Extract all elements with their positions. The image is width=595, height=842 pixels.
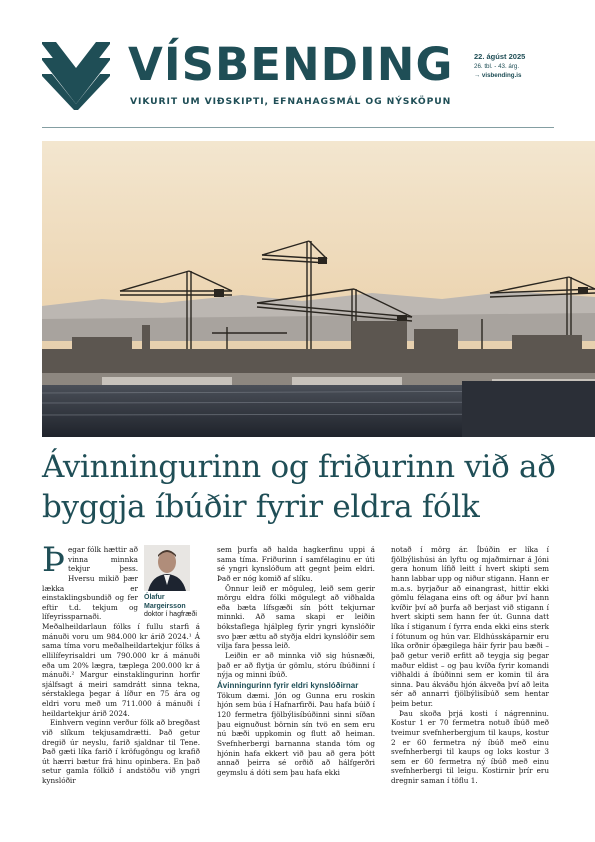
text-column-3 xyxy=(391,545,549,786)
paragraph: notað í mörg ár. Íbúðin er líka í fjölbýlishúsi án lyftu og mjaðmirnar á Jóni gera honum lífið leitt í hvert skipti sem hann labbar upp og niður stigann. Hann er m.a.s. byrjaður að einangrast, hittir ekki gömlu félagana eins oft og áður því hann kvíðir því að þurfa að berjast við stigann í hvert skipti sem hann fer út. Gunna datt líka í stiganum í fyrra enda ekki eins sterk í fótunum og hún var. Eldhússkáparnir eru líka orðnir óþægilega háir fyrir þau bæði – það getur verið erfitt að teygja sig þegar maður eldist – og þau kvíða fyrir komandi viðhaldi á íbúðinni sem er komin til ára sinna. Þau ákváðu hjón ákveða því að leita sér að annarri fjölbýlisíbúð sem hentar þeim betur. xyxy=(391,545,549,708)
masthead-divider xyxy=(42,127,554,128)
drop-cap: Þ xyxy=(42,540,65,580)
website-link[interactable]: → visbending.is xyxy=(474,72,522,79)
paragraph: Þau skoða þrjá kosti í nágrenninu. Kostur 1 er 70 fermetra notuð íbúð með tveimur svefnherbergjum til kaups, kostur 2 er 60 fermetra ný íbúð með einu svefnherbergi til kaups og loks kostur 3 sem er 60 fermetra ný íbúð með einu svefnherbergi til leigu. Kostirnir þrír eru dregnir saman í töflu 1. xyxy=(391,708,549,785)
paragraph: Leiðin er að minnka við sig húsnæði, það er að flytja úr gömlu, stóru íbúðinni í nýja og minni íbúð. xyxy=(217,650,375,680)
section-subheading: Ávinningurinn fyrir eldri kynslóðirnar xyxy=(217,680,359,690)
visbending-logo-mark-icon xyxy=(42,42,110,110)
article-headline: Ávinningurinn og friðurinn við að byggja íbúðir fyrir eldra fólk xyxy=(42,449,556,525)
paragraph: Tökum dæmi. Jón og Gunna eru roskin hjón sem búa í Hafnarfirði. Þau hafa búið í 120 fermetra fjölbýlisíbúðinni sinni síðan þau eignuðust börnin sín tvö en sem eru nú bæði uppkomin og flutt að heiman. Svefnherbergi barnanna standa tóm og hjónin hafa ekkert við þau að gera þótt annað þeirra sé orðið að hálfgerðri geymslu á dóti sem þau hafa ekki xyxy=(217,690,375,777)
brand-name: VÍSBENDING xyxy=(128,38,454,91)
issue-info xyxy=(474,52,554,80)
paragraph: Einhvern veginn verður fólk að bregðast við slíkum tekjusamdrætti. Það getur dregið úr neyslu, farið sjaldnar til Tene. Það gæti líka farið í kröfugöngu og krafið út hærri bætur frá hinu opinbera. En það setur gamla fólkið í andstöðu við yngri kynslóðir xyxy=(42,718,200,785)
author-role: doktor í hagfræði xyxy=(144,611,197,618)
paragraph: egar fólk hættir að vinna minnka tekjur þess. Hversu mikið þær lækka er einstaklingsbundið og fer eftir t.d. tekjum og lífeyrissparnaði. Meðalheildarlaun fólks í fullu starfi á mánuði voru um 984.000 kr árið 2024.¹ Á sama tíma voru meðalheildartekjur fólks á ellilífeyrisaldri um 790.000 kr á mánuði eða um 20% lægra, tæplega 200.000 kr á mánuði.² Margur einstaklingurinn horfir sjálfsagt á meiri samdrátt sinna tekna, sérstaklega þegar á líður en 75 ára og eldri voru með um 711.000 á mánuði í heildartekjur árið 2024. xyxy=(42,545,200,718)
text-column-2 xyxy=(217,545,375,777)
paragraph: sem þurfa að halda hagkerfinu uppi á sama tíma. Friðurinn í samfélaginu er úti sé yngri kynslóðum att gegnt þeim eldri. Það er nóg komið af slíku. xyxy=(217,545,375,583)
brand-tagline: VIKURIT UM VIÐSKIPTI, EFNAHAGSMÁL OG NÝSKÖPUN xyxy=(130,96,452,107)
hero-photo-construction-cranes xyxy=(42,141,595,437)
author-box xyxy=(144,545,200,620)
text-column-1 xyxy=(42,540,200,786)
masthead xyxy=(42,40,554,128)
author-name: Ólafur Margeirsson xyxy=(144,594,186,610)
issue-date: 22. ágúst 2025 xyxy=(474,52,526,61)
paragraph: Önnur leið er möguleg, leið sem gerir mörgu eldra fólki mögulegt að viðhalda eða bæta lífsgæði sín þótt tekjurnar minnki. Að sama skapi er leiðin bókstaflega hjálpleg fyrir yngri kynslóðir svo þær ættu að styðja eldri kynslóðir sem vilja fara þessa leið. xyxy=(217,583,375,651)
issue-number: 26. tbl. - 43. árg. xyxy=(474,63,520,70)
author-portrait xyxy=(144,545,190,591)
